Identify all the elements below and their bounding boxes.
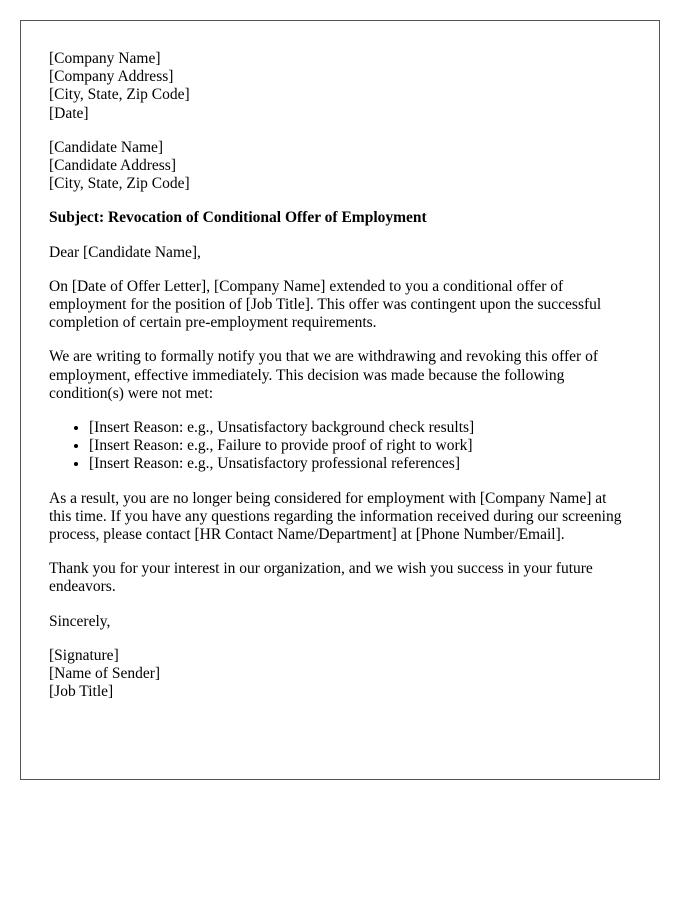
sender-job-title: [Job Title] <box>49 683 114 701</box>
paragraph-thanks: Thank you for your interest in our organization, and we wish you success in your future endeavors. <box>49 560 593 596</box>
salutation: Dear [Candidate Name], <box>49 243 201 261</box>
letter-date: [Date] <box>49 104 89 122</box>
reason-item: • [Insert Reason: e.g., Failure to provide proof of right to work] <box>89 437 631 455</box>
sender-name: [Name of Sender] <box>49 665 161 683</box>
paragraph-offer-details: On [Date of Offer Letter], [Company Name] extended to you a conditional offer of employment for the position of [Job Title]. This offer was contingent upon the successful completion of certain pre-employment requirements. <box>49 277 602 332</box>
reason-item: • [Insert Reason: e.g., Unsatisfactory professional references] <box>89 455 631 473</box>
candidate-name: [Candidate Name] <box>49 138 164 156</box>
company-address: [Company Address] <box>49 68 174 86</box>
subject-line: Subject: Revocation of Conditional Offer of Employment <box>49 209 427 227</box>
paragraph-revocation-notice: We are writing to formally notify you that we are withdrawing and revoking this offer of employment, effective immediately. This decision was made because the following condition(s) were not met: <box>49 348 598 402</box>
reason-item: • [Insert Reason: e.g., Unsatisfactory background check results] <box>89 419 631 437</box>
sender-address-block <box>49 50 631 123</box>
company-name: [Company Name] <box>49 50 161 67</box>
reasons-list <box>49 419 631 474</box>
candidate-city-state-zip: [City, State, Zip Code] <box>49 175 190 193</box>
letter-page <box>20 20 660 780</box>
candidate-address: [Candidate Address] <box>49 157 176 175</box>
signature-placeholder: [Signature] <box>49 646 119 664</box>
closing: Sincerely, <box>49 612 111 630</box>
company-city-state-zip: [City, State, Zip Code] <box>49 86 190 104</box>
signature-block <box>49 647 631 702</box>
recipient-address-block <box>49 139 631 194</box>
paragraph-result: As a result, you are no longer being considered for employment with [Company Name] at this time. If you have any questions regarding the information received during our screening process, please contact [HR Contact Name/Department] at [Phone Number/Email]. <box>49 489 622 544</box>
